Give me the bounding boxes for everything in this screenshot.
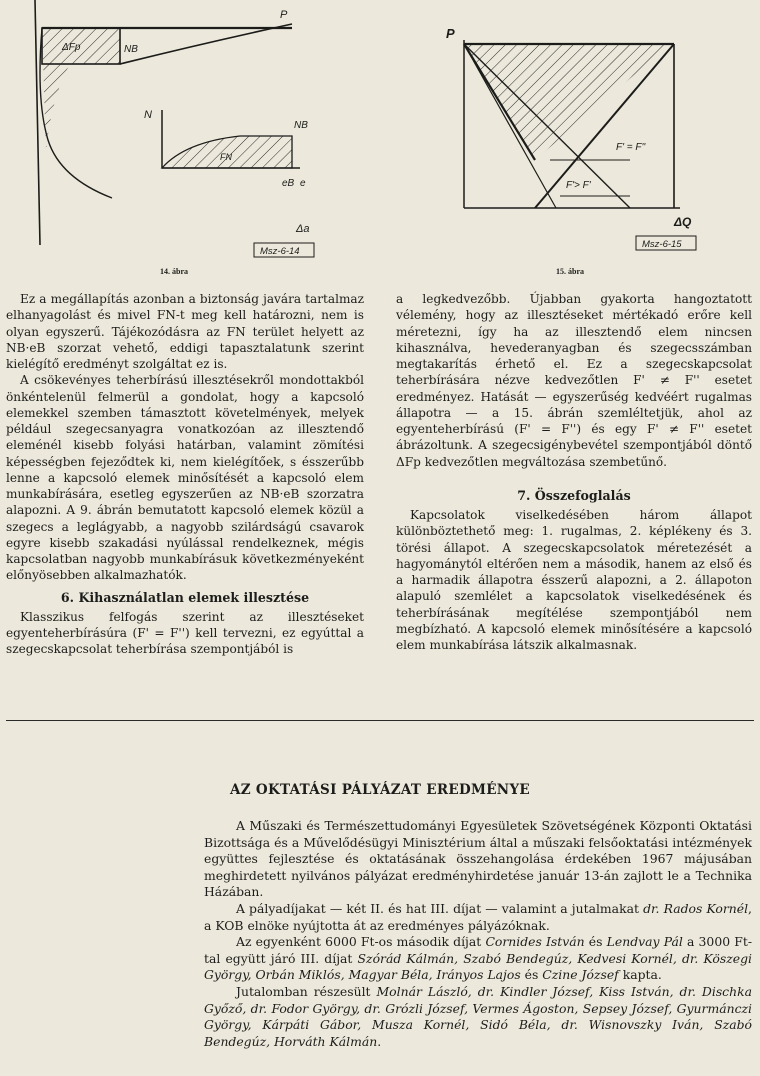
fig15-label-delta-a: ΔQ bbox=[674, 215, 692, 229]
section-7-heading: 7. Összefoglalás bbox=[517, 487, 631, 503]
fig14-label-fn: FN bbox=[220, 152, 232, 162]
right-paragraph-2: Kapcsolatok viselkedésében három állapot különböztethető meg: 1. rugalmas, 2. képlékeny és 3. törési állapot. A szegecskapcsolatok méretezését a hagyománytól eltérően nem a második, hanem az első és a harmadik állapotra ésszerű alapozni, a 2. állapoton alapuló szemlélet a kapcsolatok viselkedésének és teherbírásának megítélése szempontjából nem megbízható. A kapcsoló elemek minősítésére a kapcsoló elem munkabírása látszik alkalmasnak. bbox=[396, 508, 752, 652]
announcement-paragraph-3: Az egyenként 6000 Ft-os második díjat Cornides István és Lendvay Pál a 3000 Ft-tal együtt járó III. díjat Szórád Kálmán, Szabó Bendegúz, Kedvesi Kornél, dr. Köszegi György, Orbán Miklós, Magyar Béla, Irányos Lajos és Czine József kapta. bbox=[204, 934, 753, 983]
fig14-tag: Msz-6-14 bbox=[260, 246, 300, 257]
figure-15 bbox=[380, 0, 760, 285]
left-column bbox=[6, 291, 364, 658]
right-column bbox=[396, 291, 752, 653]
left-paragraph-2: A csökevényes teherbírású illesztésekről mondottakból önkéntelenül felmerül a gondolat, hogy a kapcsoló elemekkel szemben támasztott követelmények, melyek például szegecsanyagra vonatkozóan az illesztendő eleménél kisebb folyási határban, valamint zömítési képességben fejeződtek ki, nem kielégítőek, s ésszerűbb lenne a kapcsoló elemek minősítését a kapcsoló elem munkabírására, esetleg egyszerűen az NB·eB szorzatra alapozni. A 9. ábrán bemutatott kapcsoló elemek közül a szegecs a leglágyabb, a nagyobb szilárdságú csavarok egyre kisebb szakadási nyúlással rendelkeznek, mégis kapcsolatban nagyobb munkabírásuk következményeként előnyösebben alkalmazhatók. bbox=[6, 373, 364, 583]
fig14-label-eb: eB bbox=[282, 178, 295, 189]
announcement-body bbox=[204, 818, 752, 1050]
section-6-heading: 6. Kihasználatlan elemek illesztése bbox=[60, 589, 310, 605]
fig15-tag: Msz-6-15 bbox=[642, 239, 682, 250]
announcement-paragraph-4: Jutalomban részesült Molnár László, dr. Kindler József, Kiss István, dr. Dischka Győző, dr. Fodor György, dr. Grózli József, Vermes Ágoston, Sepsey József, Gyurmánczi György, Kárpáti Gábor, Musza Kornél, Sidó Béla, dr. Wisnovszky Iván, Szabó Bendegúz, Horváth Kálmán. bbox=[204, 983, 752, 1049]
fig15-label-f-greater: F'> F' bbox=[566, 180, 591, 191]
fig15-label-p: P bbox=[446, 26, 455, 41]
fig14-label-nb-top: NB bbox=[124, 44, 138, 55]
delta-fp-region bbox=[42, 28, 120, 150]
fig14-label-delta-a: Δa bbox=[296, 223, 310, 235]
fig14-label-delta-fp: ΔFp bbox=[62, 42, 81, 53]
announcement-title: AZ OKTATÁSI PÁLYÁZAT EREDMÉNYE bbox=[230, 782, 530, 798]
fig14-caption: 14. ábra bbox=[160, 267, 188, 276]
section-divider bbox=[6, 720, 754, 721]
announcement-paragraph-2: A pályadíjakat — két II. és hat III. díjat — valamint a jutalmakat dr. Rados Kornél, a KOB elnöke nyújtotta át az eredményes pályázóknak. bbox=[204, 900, 752, 933]
fig14-label-n-axis: N bbox=[144, 109, 152, 121]
person-name: dr. Rados Kornél bbox=[643, 900, 749, 916]
right-paragraph-1: a legkedvezőbb. Újabban gyakorta hangoztatott vélemény, hogy az illesztéseket mértékadó erőre kell méretezni, így ha az illesztendő elem nincsen kihasználva, hevederanyagban és szegecsszámban megtakarítás érhető el. Ez a szegecskapcsolat teherbírására nézve kedvezőtlen F' ≠ F'' esetet eredményez. Hatását — egyszerűség kedvéért rugalmas állapotra — a 15. ábrán szemléltetjük, ahol az egyenteherbírású (F' = F'') és egy F' ≠ F'' esetet ábrázoltunk. A szegecsigénybevétel szempontjából döntő ΔFp kedvezőtlen megváltozása szembetűnő. bbox=[396, 292, 752, 469]
figure-14 bbox=[0, 0, 380, 285]
fig15-label-f-equal: F' = F'' bbox=[616, 142, 646, 153]
announcement-paragraph-1: A Műszaki és Természettudományi Egyesületek Szövetségének Központi Oktatási Bizottsága és a Művelődésügyi Minisztérium által a műszaki felsőoktatási intézmények együttes fejlesztése és oktatásának összehangolása érdekében 1967 májusában meghirdetett nyilvános pályázat eredményhirdetése január 13-án zajlott le a Technika Házában. bbox=[204, 818, 752, 900]
left-paragraph-3: Klasszikus felfogás szerint az illesztéseket egyenteherbírásúra (F' = F'') kell tervezni, ez egyúttal a szegecskapcsolat teherbírása szempontjából is bbox=[6, 609, 364, 657]
fig14-label-nb-inner: NB bbox=[294, 120, 308, 131]
left-paragraph-1: Ez a megállapítás azonban a biztonság javára tartalmaz elhanyagolást és mivel FN-t meg kell határozni, nem is olyan egyszerű. Tájékozódásra az FN terület helyett az NB·eB szorzat vehető, eddigi tapasztalatunk szerint kielégítő eredményt szolgáltat ez is. bbox=[6, 292, 364, 371]
fig14-label-p: P bbox=[280, 9, 288, 21]
fig14-label-e: e bbox=[300, 178, 306, 189]
fig15-caption: 15. ábra bbox=[556, 267, 584, 276]
